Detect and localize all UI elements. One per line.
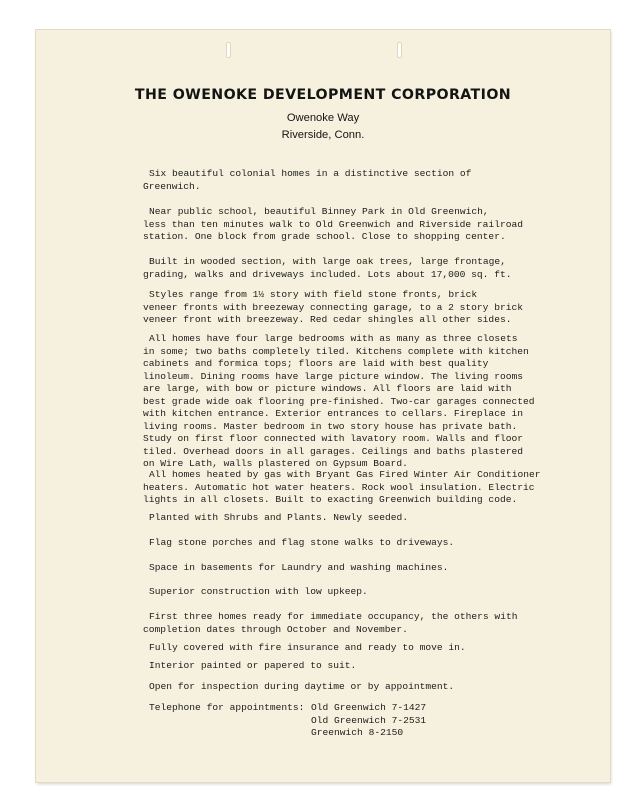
paragraph-features [143,333,605,471]
document-body [36,30,610,782]
text-line: Near public school, beautiful Binney Park in Old Greenwich, [149,206,489,217]
text-line: with kitchen entrance. Exterior entrances to cellars. Fireplace in [143,408,523,419]
telephone-numbers [311,702,426,740]
text-line: All homes heated by gas with Bryant Gas Fired Winter Air Conditioner [149,469,541,480]
paragraph-occupancy [143,611,605,636]
text-line: linoleum. Dining rooms have large picture window. The living rooms [143,370,523,382]
text-line: Study on first floor connected with lavatory room. Walls and floor [143,433,523,444]
text-line: less than ten minutes walk to Old Greenwich and Riverside railroad [143,218,523,230]
paragraph-inspection [143,681,605,694]
text-line: Fully covered with fire insurance and ready to move in. [149,642,466,653]
text-line: living rooms. Master bedroom in two story house has private bath. [143,420,518,432]
text-line: are large, with bow or picture windows. All floors are laid with [143,383,512,394]
paragraph-location [143,206,605,244]
text-line: Open for inspection during daytime or by appointment. [149,681,455,692]
text-line: station. One block from grade school. Close to shopping center. [143,231,506,242]
text-line: Built in wooded section, with large oak trees, large frontage, [149,256,506,267]
text-line: completion dates through October and November. [143,623,408,635]
street-address: Owenoke Way [286,112,360,124]
text-line: grading, walks and driveways included. Lots about 17,000 sq. ft. [143,268,512,280]
paragraph-interior [143,660,605,673]
phone-number: Old Greenwich 7-2531 [311,714,427,726]
text-line: Six beautiful colonial homes in a distinctive section of [149,168,472,179]
paragraph-planting [143,512,605,525]
text-line: Space in basements for Laundry and washing machines. [149,562,449,573]
text-line: lights in all closets. Built to exacting Greenwich building code. [143,494,518,505]
document-page [36,30,610,782]
text-line: Planted with Shrubs and Plants. Newly seeded. [149,512,409,523]
paragraph-insurance [143,642,605,655]
company-name: THE OWENOKE DEVELOPMENT CORPORATION [134,87,512,103]
text-line: heaters. Automatic hot water heaters. Rock wool insulation. Electric [143,481,535,493]
text-line: best grade wide oak flooring pre-finished. Two-car garages connected [143,395,535,407]
paragraph-flagstone [143,537,605,550]
paragraph-construction [143,586,605,599]
text-line: Interior painted or papered to suit. [149,660,357,671]
text-line: Superior construction with low upkeep. [149,586,368,597]
text-line: tiled. Overhead doors in all garages. Ceilings and baths plastered [143,445,523,457]
paragraph-intro [143,168,605,193]
phone-number: Old Greenwich 7-1427 [311,702,427,713]
text-line: cabinets and formica tops; floors are laid with best quality [143,358,489,369]
text-line: Styles range from 1½ story with field stone fronts, brick [149,289,478,300]
city-address: Riverside, Conn. [281,129,365,141]
text-line: veneer fronts with breezeway connecting garage, to a 2 story brick [143,301,523,313]
paragraph-basement [143,562,605,575]
text-line: in some; two baths completely tiled. Kitchens complete with kitchen [143,345,529,357]
text-line: veneer front with breezeway. Red cedar shingles all other sides. [143,314,512,325]
text-line: First three homes ready for immediate occupancy, the others with [149,611,518,622]
text-line: Flag stone porches and flag stone walks to driveways. [149,537,455,548]
phone-number: Greenwich 8-2150 [311,727,404,739]
paragraph-lots [143,256,605,281]
text-line: on Wire Lath, walls plastered on Gypsum Board. [143,458,408,469]
paragraph-styles [143,289,605,327]
telephone-label: Telephone for appointments: [149,702,305,713]
paragraph-heating [143,469,605,507]
text-line: Greenwich. [143,180,201,192]
text-line: All homes have four large bedrooms with as many as three closets [149,333,518,344]
